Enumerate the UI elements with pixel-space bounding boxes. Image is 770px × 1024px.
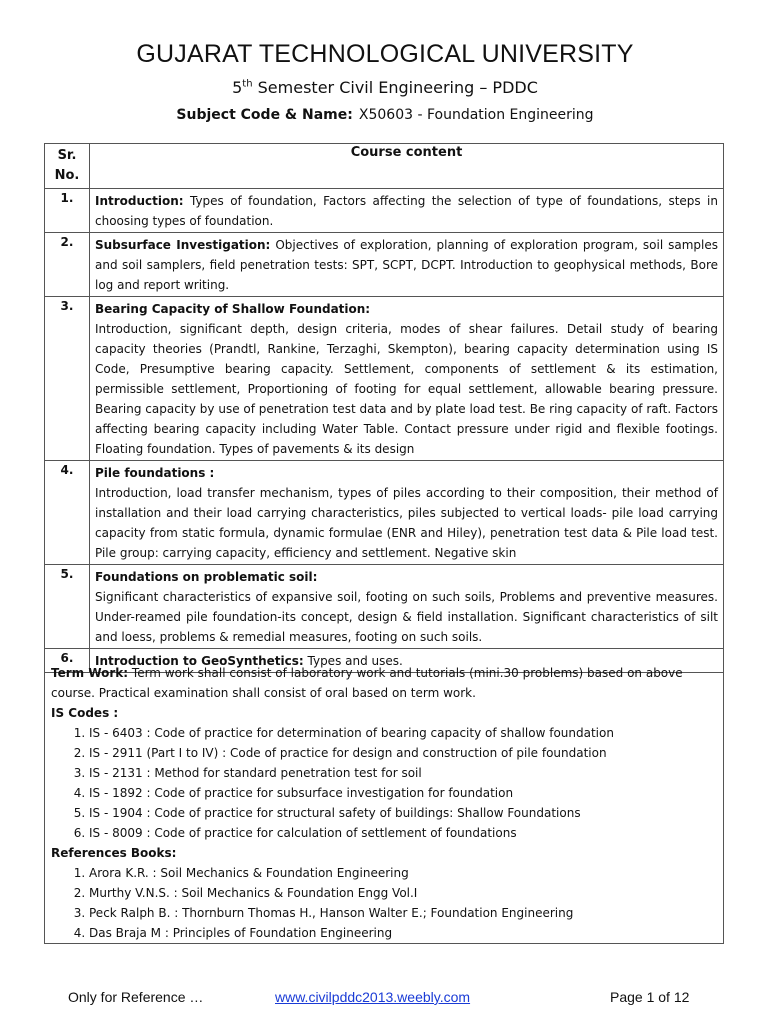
list-item: 2. IS - 2911 (Part I to IV) : Code of practice for design and construction of pile foundation (89, 743, 717, 763)
list-item: 2. Murthy V.N.S. : Soil Mechanics & Foundation Engg Vol.I (89, 883, 717, 903)
page-title: GUJARAT TECHNOLOGICAL UNIVERSITY (136, 40, 634, 68)
row-text: Introduction, significant depth, design criteria, modes of shear failures. Detail study of bearing capacity theories (Prandtl, Rankine, Terzaghi, Skempton), bearing capacity determination using IS Code, Presumptive bearing capacity. Settlement, components of settlement & its estimation, permissible settlement, Proportioning of footing for equal settlement, allowable bearing pressure. Bearing capacity by use of penetration test data and by plate load test. Be ring capacity of raft. Factors affecting bearing capacity including Water Table. Contact pressure under rigid and flexible footings. Floating foundation. Types of pavements & its design (95, 322, 718, 456)
row-number: 2. (45, 233, 90, 297)
col-header-sr-no: Sr. No. (45, 144, 90, 189)
list-item: 6. IS - 8009 : Code of practice for calculation of settlement of foundations (89, 823, 717, 843)
row-text: Introduction, load transfer mechanism, types of piles according to their composition, their method of installation and their load carrying characteristics, piles subjected to vertical loads- pile load carrying capacity from static formula, dynamic formulae (ENR and Hiley), penetration test data & Pile load test. Pile group: carrying capacity, efficiency and settlement. Negative skin (95, 486, 718, 560)
row-content (90, 461, 724, 565)
page-number: Page 1 of 12 (610, 989, 690, 1005)
row-content (90, 297, 724, 461)
subject-value: X50603 - Foundation Engineering (358, 107, 594, 123)
references-heading: References Books: (51, 846, 177, 860)
row-title: Bearing Capacity of Shallow Foundation: (95, 302, 371, 316)
is-codes-list (51, 723, 717, 843)
course-content-table (44, 143, 724, 673)
row-number: 3. (45, 297, 90, 461)
row-text: Significant characteristics of expansive soil, footing on such soils, Problems and preventive measures. Under-reamed pile foundation-its concept, design & field installation. Significant characteristics of silt and loess, problems & remedial measures, footing on such soils. (95, 590, 718, 644)
table-header-row (45, 144, 724, 189)
is-codes-heading: IS Codes : (51, 706, 119, 720)
row-title: Introduction to GeoSynthetics: (95, 654, 304, 668)
term-work-paragraph (51, 663, 717, 703)
list-item: 3. IS - 2131 : Method for standard penetration test for soil (89, 763, 717, 783)
row-number: 6. (45, 649, 90, 673)
row-title: Pile foundations : (95, 466, 215, 480)
list-item: 5. IS - 1904 : Code of practice for structural safety of buildings: Shallow Foundations (89, 803, 717, 823)
subject-line (0, 107, 770, 123)
semester-subtitle (0, 78, 770, 97)
term-work-text: Term work shall consist of laboratory work and tutorials (mini.30 problems) based on above course. Practical examination shall consist of oral based on term work. (51, 666, 683, 700)
list-item: 1. IS - 6403 : Code of practice for determination of bearing capacity of shallow foundation (89, 723, 717, 743)
row-content (90, 189, 724, 233)
table-row (45, 461, 724, 565)
table-row (45, 233, 724, 297)
term-work-label: Term Work: (51, 666, 129, 680)
row-text: Objectives of exploration, planning of exploration program, soil samples and soil samplers, field penetration tests: SPT, SCPT, DCPT. Introduction to geophysical methods, Bore log and report writing. (95, 238, 718, 292)
row-title: Introduction: (95, 194, 184, 208)
row-title: Subsurface Investigation: (95, 238, 271, 252)
row-text: Types of foundation, Factors affecting the selection of type of foundations, steps in choosing types of foundation. (95, 194, 718, 228)
semester-text: Semester Civil Engineering – PDDC (252, 78, 538, 97)
list-item: 4. IS - 1892 : Code of practice for subsurface investigation for foundation (89, 783, 717, 803)
row-content (90, 565, 724, 649)
list-item: 4. Das Braja M : Principles of Foundation Engineering (89, 923, 717, 943)
col-header-course-content: Course content (90, 144, 724, 189)
row-number: 4. (45, 461, 90, 565)
table-row (45, 189, 724, 233)
semester-number: 5 (232, 78, 243, 97)
footer-note: Only for Reference … (68, 989, 204, 1005)
row-title: Foundations on problematic soil: (95, 570, 318, 584)
row-content (90, 233, 724, 297)
references-list (51, 863, 717, 943)
list-item: 3. Peck Ralph B. : Thornburn Thomas H., Hanson Walter E.; Foundation Engineering (89, 903, 717, 923)
row-number: 5. (45, 565, 90, 649)
row-text: Types and uses. (303, 654, 403, 668)
semester-superscript: th (242, 78, 253, 90)
term-work-section (44, 654, 724, 944)
footer-website-link[interactable]: www.civilpddc2013.weebly.com (275, 989, 471, 1005)
subject-label: Subject Code & Name: (176, 107, 353, 123)
table-row (45, 297, 724, 461)
list-item: 1. Arora K.R. : Soil Mechanics & Foundation Engineering (89, 863, 717, 883)
row-number: 1. (45, 189, 90, 233)
table-row (45, 565, 724, 649)
